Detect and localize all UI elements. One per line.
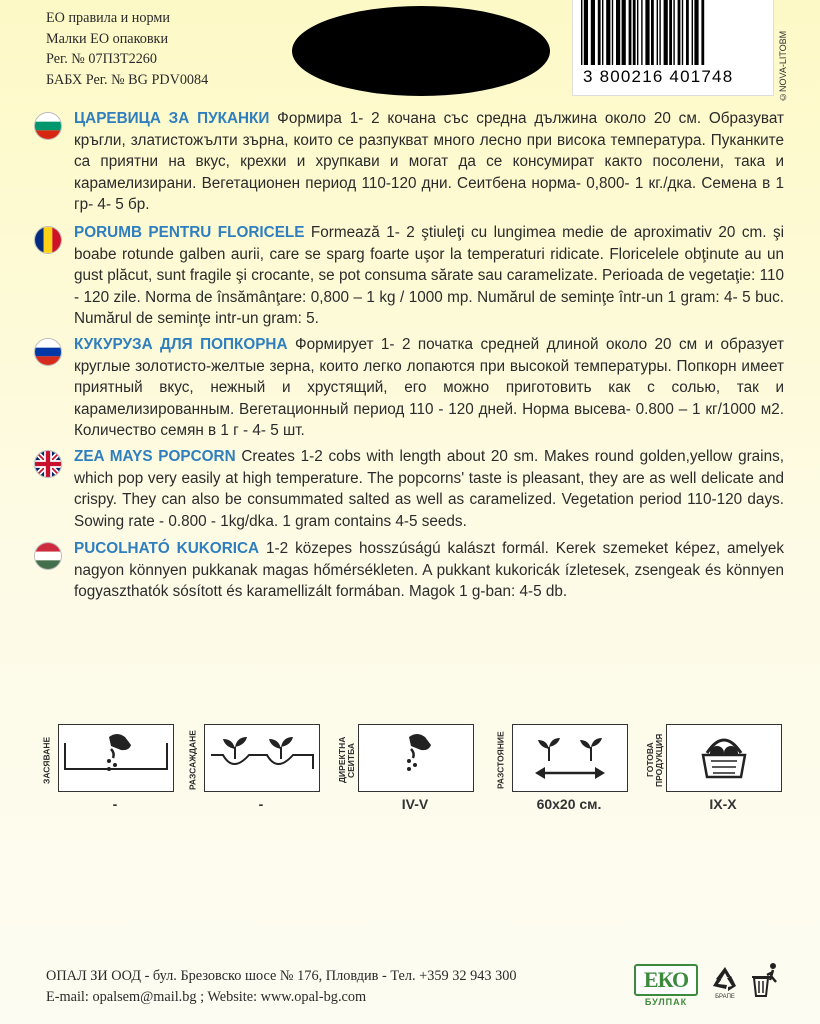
description-title: ZEA MAYS POPCORN: [74, 448, 236, 465]
step-label: ГОТОВА ПРОДУКЦИЯ: [645, 733, 664, 787]
barcode-bar: [659, 0, 660, 65]
barcode-bar: [651, 0, 654, 65]
barcode-bar: [637, 0, 638, 65]
eco-logo-text: ЕКО: [634, 964, 698, 996]
romania-flag-icon: [34, 226, 62, 254]
tidyman-bin-icon: [748, 962, 782, 998]
uk-flag-icon: [34, 450, 62, 478]
company-address: ОПАЛ ЗИ ООД - бул. Брезовско шосе № 176, Пловдив - Тел. +359 32 943 300: [46, 968, 517, 984]
barcode-bar: [622, 0, 626, 65]
description-title: PUCOLHATÓ KUKORICA: [74, 540, 260, 557]
step-label: РАЗСАЖДАНЕ: [187, 730, 198, 790]
description-hungarian: [42, 538, 784, 603]
barcode-bar: [598, 0, 601, 65]
step-transplanting: [186, 724, 318, 824]
step-sowing: [40, 724, 172, 824]
die-cut-window: [292, 6, 550, 96]
barcode-bar: [657, 0, 658, 65]
description-title: PORUMB PENTRU FLORICELE: [74, 224, 305, 241]
regulation-line: Рег. № 07ПЗТ2260: [46, 51, 157, 67]
barcode-bar: [581, 0, 582, 65]
barcode-bar: [692, 0, 693, 65]
cultivation-steps: [40, 724, 800, 834]
step-value: -: [112, 796, 118, 812]
barcode-bar: [591, 0, 595, 65]
recycle-label: БРАПЕ: [715, 994, 735, 1000]
company-footer: [46, 966, 517, 1008]
design-credit: ©NOVA-LITOBM: [778, 30, 788, 102]
barcode-bar: [584, 0, 588, 65]
description-english: [42, 446, 784, 532]
direct-sowing-icon: [359, 725, 473, 791]
barcode-bar: [682, 0, 683, 65]
step-harvest: [645, 724, 780, 824]
hungary-flag-icon: [34, 542, 62, 570]
description-body: 1-2 közepes hosszúságú kalászt formál. Kerek szemeket képez, amelyek nagyon könnyen pukkanak magas hőmérsékleten. A pukkant kukoricák ízletesek, zsengeak és könnyen fogyaszthatók sósított és karamellizált formában. Magok 1 g-ban: 4-5 db.: [74, 540, 785, 600]
barcode-bar: [616, 0, 620, 65]
description-russian: [42, 334, 784, 442]
barcode-bar: [694, 0, 698, 65]
description-body: Формирует 1- 2 початка средней длиной около 20 см и образует круглые золотисто-желтые зерна, които легко лопаются при высокой температуры. Попкорн имеет приятный вкус, нежный и хрустящий, его можно приготовить как с солью, так и карамелизированным. Вегетационный период 110 - 120 дней. Норма высева- 0.800 – 1 кг/1000 м2. Количество семян в 1 г - 4- 5 шт.: [74, 336, 784, 439]
regulation-line: ЕО правила и норми: [46, 10, 170, 26]
description-body: Creates 1-2 cobs with length about 20 sm. Makes round golden,yellow grains, which pop very easily at high temperature. The popcorns' taste is pleasant, they are as well delicate and crispy. They can also be consummated salted as well as caramelized. Vegetation period 110-120 days. Sowing rate - 0.800 - 1kg/dka. 1 gram contains 4-5 seeds.: [74, 448, 784, 530]
step-value: -: [258, 796, 264, 812]
description-bulgarian: [42, 108, 784, 216]
barcode-bar: [602, 0, 603, 65]
harvest-basket-icon: [667, 725, 781, 791]
eco-logo-subtext: БУЛПАК: [644, 997, 688, 1007]
russia-flag-icon: [34, 338, 62, 366]
barcode-bar: [641, 0, 642, 65]
step-icon-box: [512, 724, 628, 792]
description-body: Formează 1- 2 ştiuleţi cu lungimea medie de aproximativ 20 cm. şi boabe rotunde galben aurii, care se sparg foarte uşor la temperaturi ridicate. Floricelele obţinute au un gust plăcut, sunt fragile şi crocante, se pot consuma sărate sau caramelizate. Perioada de vegetaţie: 110 - 120 zile. Norma de însămânţare: 0,800 – 1 kg / 1000 mp. Numărul de seminţe într-un 1 gram: 4- 5 buc. Numărul de seminţe intr-un gram: 5.: [74, 224, 784, 327]
step-spacing: [494, 724, 626, 824]
barcode-number: 3 800216 401748: [583, 67, 734, 86]
spacing-arrow-icon: [513, 725, 627, 791]
description-romanian: [42, 222, 784, 330]
regulation-line: Малки ЕО опаковки: [46, 30, 169, 47]
regulation-line: БАБХ Рег. № BG PDV0084: [46, 71, 209, 88]
sowing-hand-icon: [59, 725, 173, 791]
seedlings-transplant-icon: [205, 725, 319, 791]
step-icon-box: [666, 724, 782, 792]
barcode-bar: [612, 0, 613, 65]
company-contact: E-mail: opalsem@mail.bg ; Website: www.opal-bg.com: [46, 989, 367, 1005]
barcode-bar: [701, 0, 704, 65]
step-label: ЗАСЯВАНЕ: [41, 736, 52, 784]
eco-bulpak-logo: [634, 964, 698, 1007]
barcode: [572, 0, 774, 96]
barcode-bar: [678, 0, 681, 65]
barcode-bar: [686, 0, 689, 65]
recycle-icon: [708, 964, 742, 1004]
step-value: 60x20 см.: [536, 796, 602, 812]
step-icon-box: [58, 724, 174, 792]
step-icon-box: [358, 724, 474, 792]
step-value: IX-X: [709, 796, 737, 812]
barcode-bar: [629, 0, 632, 65]
barcode-bar: [673, 0, 674, 65]
description-title: ЦАРЕВИЦА ЗА ПУКАНКИ: [74, 110, 270, 127]
barcode-bar: [664, 0, 668, 65]
step-direct-sowing: [337, 724, 472, 824]
barcode-bar: [645, 0, 649, 65]
step-value: IV-V: [401, 796, 429, 812]
barcode-bars: [573, 0, 773, 67]
step-icon-box: [204, 724, 320, 792]
bulgaria-flag-icon: [34, 112, 62, 140]
regulation-info: [46, 8, 286, 90]
step-label: ДИРЕКТНА СЕИТБА: [337, 736, 356, 784]
description-body: Формира 1- 2 кочана със средна дължина около 20 см. Образуват кръгли, златистожълти зърна, които се разпукват много лесно при висока температура. Пуканките са приятни на вкус, крехки и хрупкави и могат да се консумират както посолени, така и карамелизирани. Вегетационен период 110-120 дни. Сеитбена норма- 0,800- 1 кг./дка. Семена в 1 гр- 4- 5 бр.: [74, 110, 785, 213]
barcode-bar: [633, 0, 636, 65]
description-title: КУКУРУЗА ДЛЯ ПОПКОРНА: [74, 336, 288, 353]
step-label: РАЗСТОЯНИЕ: [495, 731, 506, 789]
barcode-bar: [606, 0, 610, 65]
barcode-bar: [669, 0, 672, 65]
